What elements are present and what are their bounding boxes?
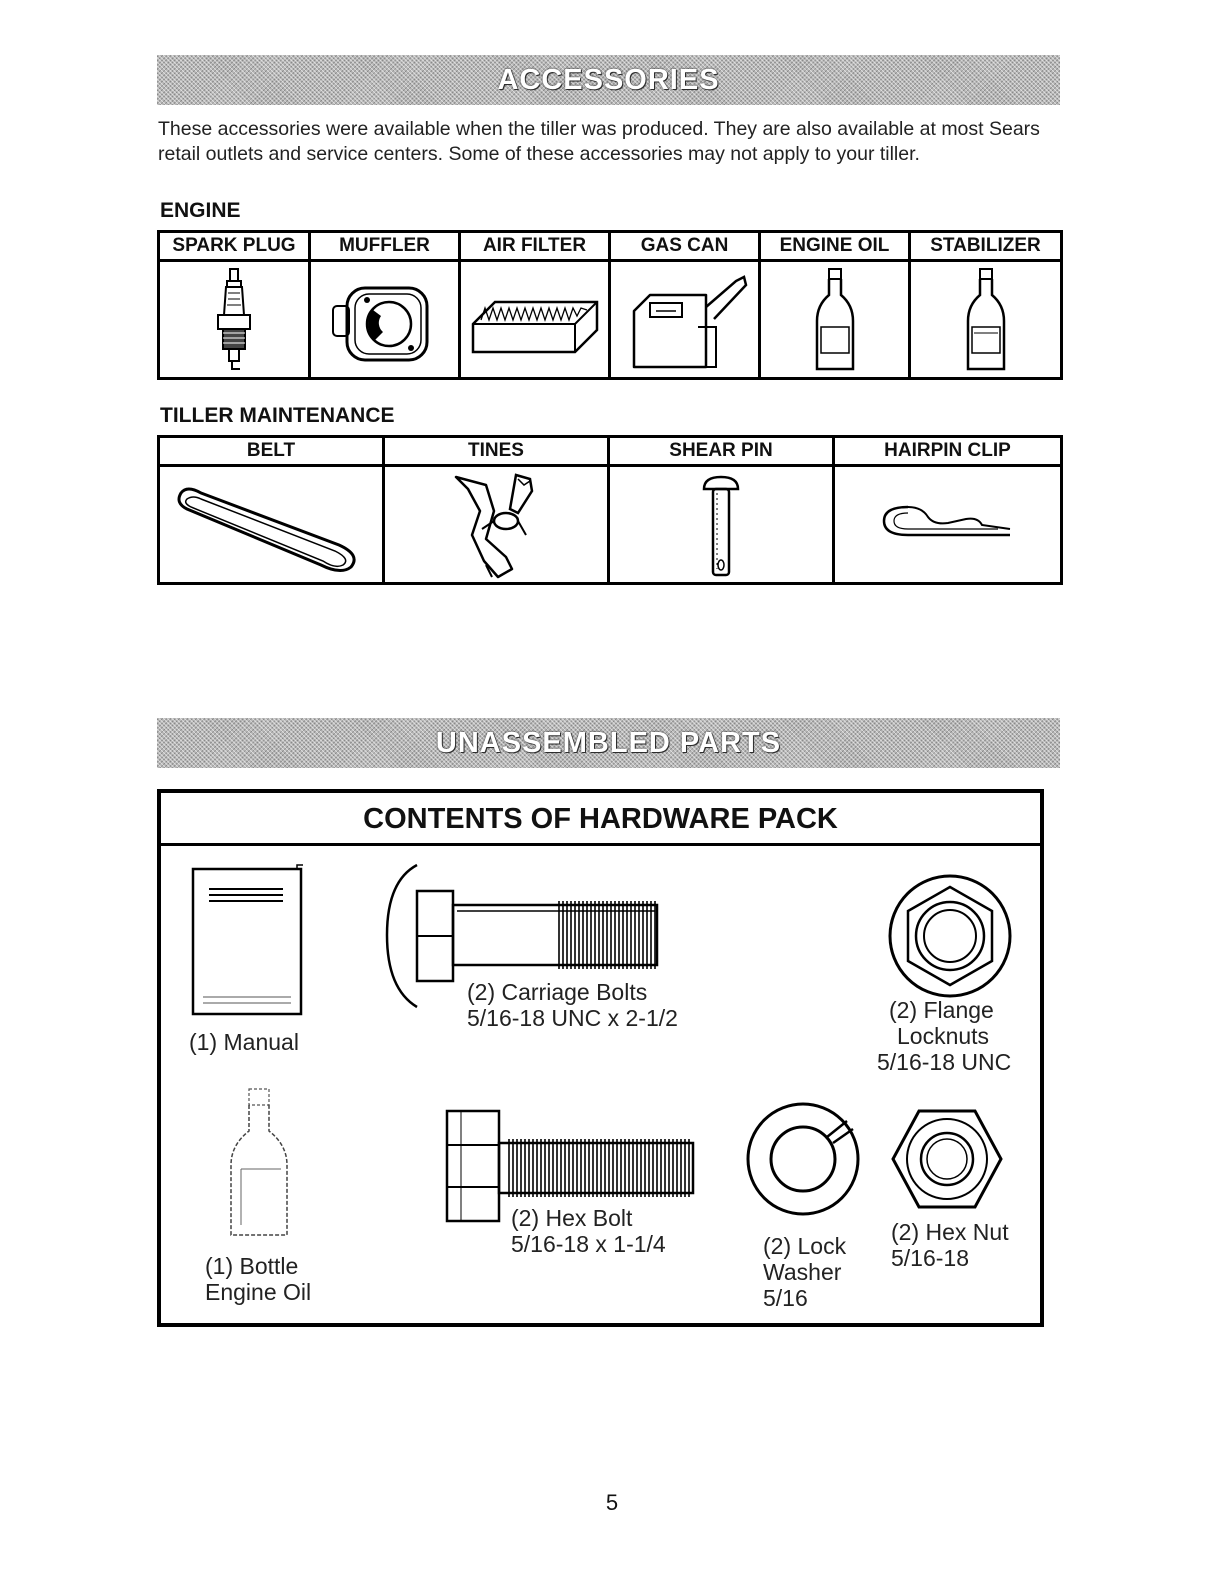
belt-icon bbox=[171, 475, 371, 575]
gas-can-icon bbox=[620, 267, 750, 372]
accessories-heading: ACCESSORIES bbox=[497, 63, 720, 96]
stabilizer-bottle-icon bbox=[956, 265, 1016, 375]
bottle-label: (1) Bottle bbox=[205, 1253, 299, 1279]
engine-item-label: STABILIZER bbox=[910, 232, 1062, 261]
tines-icon bbox=[446, 469, 546, 581]
engine-section-label: ENGINE bbox=[160, 199, 241, 222]
engine-item-label: ENGINE OIL bbox=[760, 232, 910, 261]
lock-washer-label-2: Washer bbox=[763, 1259, 842, 1285]
tiller-item-label: SHEAR PIN bbox=[609, 437, 834, 466]
engine-accessories-table bbox=[157, 230, 1063, 380]
engine-item-label: AIR FILTER bbox=[460, 232, 610, 261]
hex-nut-size: 5/16-18 bbox=[891, 1245, 970, 1271]
bottle-label-2: Engine Oil bbox=[205, 1279, 312, 1305]
flange-locknuts-label: (2) Flange bbox=[889, 997, 994, 1023]
tiller-item-label: BELT bbox=[159, 437, 384, 466]
flange-locknut-icon bbox=[885, 871, 1015, 1001]
accessories-intro: These accessories were available when the tiller was produced. They are also available at most Sears retail outlets and service centers. Some of these accessories may not apply to your tiller. bbox=[158, 118, 1040, 165]
unassembled-parts-banner bbox=[157, 718, 1060, 768]
tiller-item-label: HAIRPIN CLIP bbox=[834, 437, 1062, 466]
spark-plug-icon bbox=[204, 265, 264, 375]
hardware-pack-title: CONTENTS OF HARDWARE PACK bbox=[161, 793, 1040, 846]
carriage-bolts-size: 5/16-18 UNC x 2-1/2 bbox=[467, 1005, 678, 1031]
tiller-item-label: TINES bbox=[384, 437, 609, 466]
engine-item-label: GAS CAN bbox=[610, 232, 760, 261]
hex-bolt-size: 5/16-18 x 1-1/4 bbox=[511, 1231, 666, 1257]
engine-item-label: SPARK PLUG bbox=[159, 232, 310, 261]
page-number: 5 bbox=[605, 1490, 619, 1515]
shear-pin-icon bbox=[696, 469, 746, 581]
lock-washer-label: (2) Lock bbox=[763, 1233, 847, 1259]
manual-icon bbox=[187, 859, 309, 1019]
lock-washer-icon bbox=[743, 1099, 863, 1219]
oil-bottle-icon bbox=[805, 265, 865, 375]
hardware-pack-box bbox=[157, 789, 1044, 1327]
tiller-maintenance-table bbox=[157, 435, 1063, 585]
flange-locknuts-size: 5/16-18 UNC bbox=[877, 1049, 1012, 1075]
hairpin-clip-icon bbox=[878, 495, 1018, 555]
hex-nut-icon bbox=[889, 1107, 1005, 1211]
carriage-bolts-label: (2) Carriage Bolts bbox=[467, 979, 648, 1005]
accessories-banner bbox=[157, 55, 1060, 105]
oil-bottle-icon bbox=[225, 1085, 293, 1245]
flange-locknuts-label-2: Locknuts bbox=[897, 1023, 990, 1049]
air-filter-icon bbox=[465, 280, 605, 360]
lock-washer-size: 5/16 bbox=[763, 1285, 808, 1311]
engine-item-label: MUFFLER bbox=[310, 232, 460, 261]
hex-nut-label: (2) Hex Nut bbox=[891, 1219, 1009, 1245]
manual-label: (1) Manual bbox=[189, 1029, 299, 1055]
tiller-maintenance-label: TILLER MAINTENANCE bbox=[160, 404, 395, 427]
muffler-icon bbox=[325, 270, 445, 370]
unassembled-parts-heading: UNASSEMBLED PARTS bbox=[435, 726, 782, 759]
hex-bolt-label: (2) Hex Bolt bbox=[511, 1205, 633, 1231]
